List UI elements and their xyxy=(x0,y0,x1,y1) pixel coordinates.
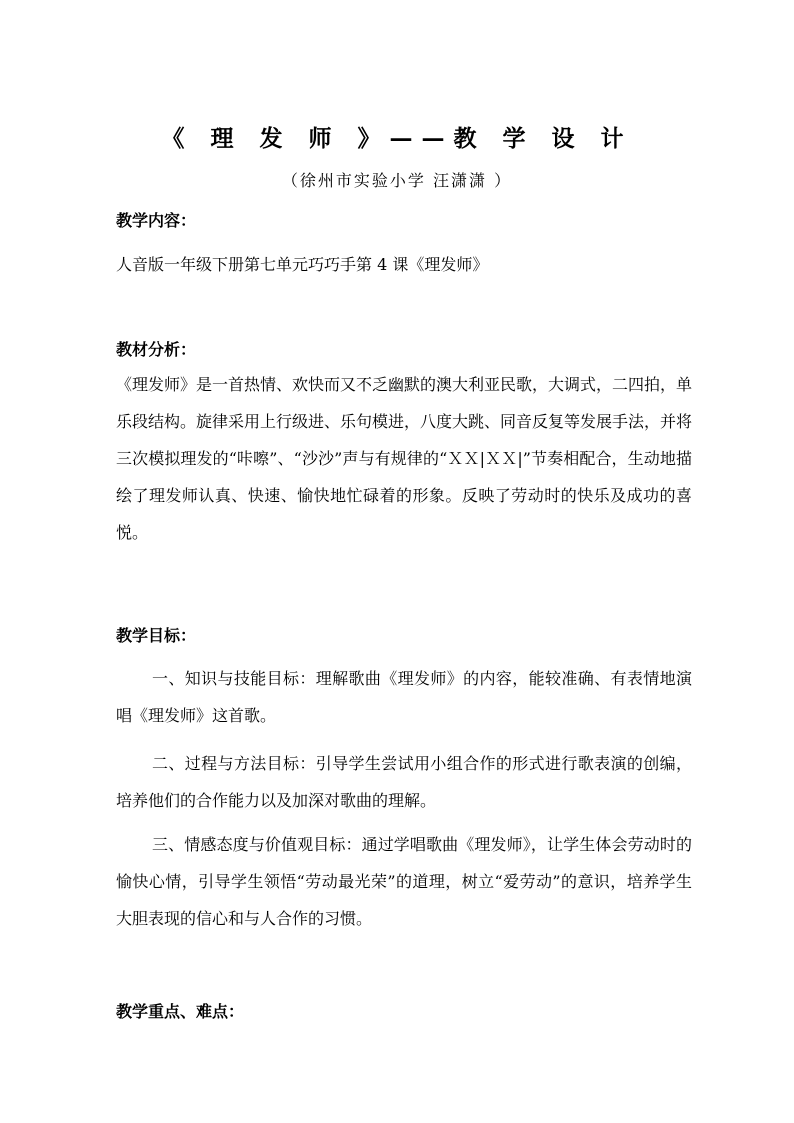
objective-knowledge: 一、知识与技能目标：理解歌曲《理发师》的内容，能较准确、有表情地演唱《理发师》这首歌。 xyxy=(116,669,692,725)
objective-process: 二、过程与方法目标：引导学生尝试用小组合作的形式进行歌表演的创编，培养他们的合作能力以及加深对歌曲的理解。 xyxy=(116,754,692,810)
section-heading-objectives: 教学目标： xyxy=(116,626,197,645)
analysis-paragraph: 《理发师》是一首热情、欢快而又不乏幽默的澳大利亚民歌，大调式，二四拍，单乐段结构。旋律采用上行级进、乐句模进，八度大跳、同音反复等发展手法，并将三次模拟理发的“咔嚓”、“沙沙”声与有规律的“ＸＸ|ＸＸ|”节奏相配合，生动地描绘了理发师认真、快速、愉快地忙碌着的形象。反映了劳动时的快乐及成功的喜悦。 xyxy=(116,375,693,542)
author-byline: （徐州市实验小学 汪潇潇 ） xyxy=(281,171,513,190)
objective-emotion: 三、情感态度与价值观目标：通过学唱歌曲《理发师》，让学生体会劳动时的愉快心情，引导学生领悟“劳动最光荣”的道理，树立“爱劳动”的意识，培养学生大胆表现的信心和与人合作的习惯。 xyxy=(116,835,692,928)
document-title: 《 理 发 师 》——教 学 设 计 xyxy=(161,125,633,152)
content-paragraph: 人音版一年级下册第七单元巧巧手第 4 课《理发师》 xyxy=(116,255,489,274)
section-heading-analysis: 教材分析： xyxy=(116,340,197,359)
section-heading-key-points: 教学重点、难点： xyxy=(116,1002,245,1021)
section-heading-content: 教学内容： xyxy=(116,211,197,230)
